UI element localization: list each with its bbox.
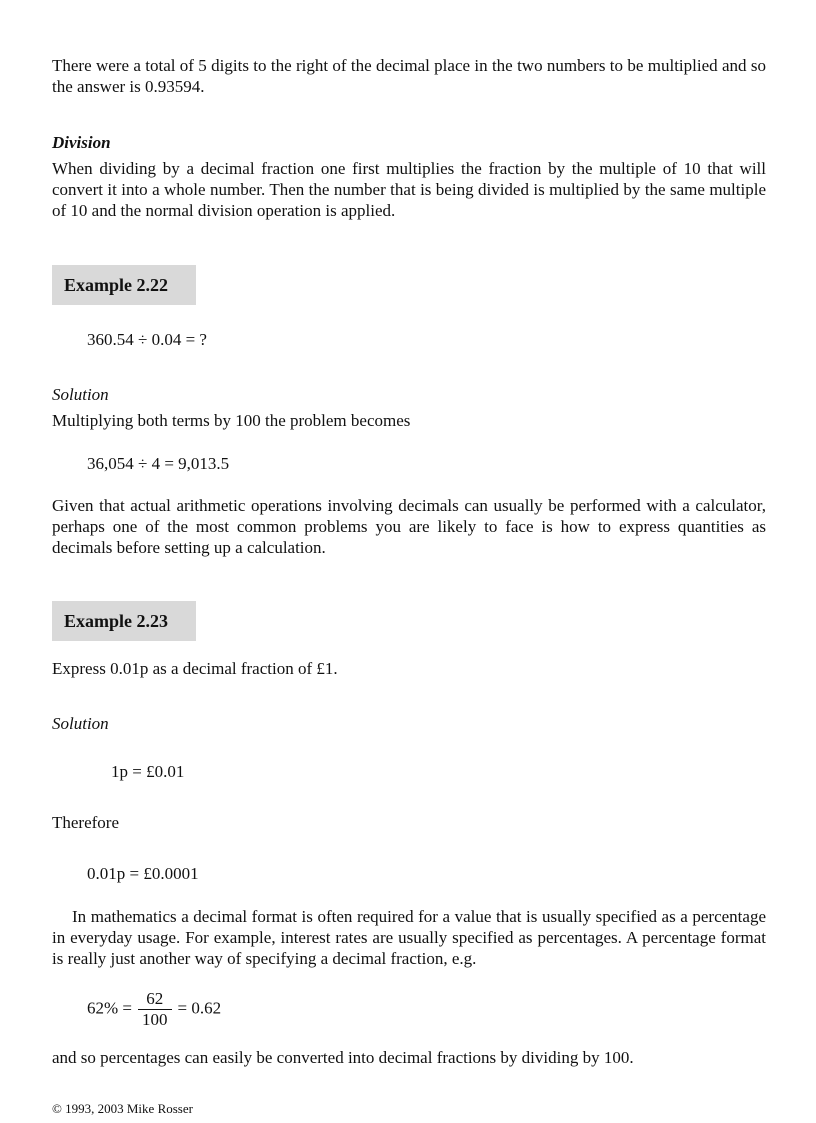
fraction-denominator: 100 xyxy=(138,1009,172,1030)
fraction-numerator: 62 xyxy=(146,989,164,1008)
intro-paragraph: There were a total of 5 digits to the right of the decimal place in the two numbers to be multiplied and so the answer is 0.93594. xyxy=(52,56,766,96)
division-paragraph: When dividing by a decimal fraction one first multiplies the fraction by the multiple of 10 that will convert it into a whole number. Then the number that is being divided is multiplied by the same multiple of 10 and the normal division operation is applied. xyxy=(52,159,766,220)
example-2-23-equation-1: 1p = £0.01 xyxy=(111,762,185,781)
therefore-text: Therefore xyxy=(52,813,120,832)
closing-paragraph: and so percentages can easily be converted into decimal fractions by dividing by 100. xyxy=(52,1048,634,1067)
copyright-footer: © 1993, 2003 Mike Rosser xyxy=(52,1101,193,1116)
example-2-23-equation-2: 0.01p = £0.0001 xyxy=(87,864,199,883)
example-2-22-solution-label: Solution xyxy=(52,385,109,404)
example-2-23-label: Example 2.23 xyxy=(52,601,196,641)
division-heading: Division xyxy=(52,133,111,152)
example-2-22-result: 36,054 ÷ 4 = 9,013.5 xyxy=(87,454,230,473)
example-2-23-problem: Express 0.01p as a decimal fraction of £1. xyxy=(52,659,338,678)
percentage-equation-rhs: = 0.62 xyxy=(177,998,222,1018)
percentage-equation xyxy=(87,989,221,1030)
example-2-23-solution-label: Solution xyxy=(52,714,109,733)
calculator-paragraph: Given that actual arithmetic operations involving decimals can usually be performed with a calculator, perhaps one of the most common problems you are likely to face is how to express quantities as decimals before setting up a calculation. xyxy=(52,496,766,557)
example-2-22-solution-text: Multiplying both terms by 100 the problem becomes xyxy=(52,411,411,430)
example-2-22-label: Example 2.22 xyxy=(52,265,196,305)
percentage-paragraph: In mathematics a decimal format is often required for a value that is usually specified as a percentage in everyday usage. For example, interest rates are usually specified as percentages. A percentage format is really just another way of specifying a decimal fraction, e.g. xyxy=(52,907,766,968)
example-2-22-problem: 360.54 ÷ 0.04 = ? xyxy=(87,330,207,349)
percentage-equation-lhs: 62% = xyxy=(87,998,132,1018)
percentage-fraction xyxy=(138,989,172,1030)
